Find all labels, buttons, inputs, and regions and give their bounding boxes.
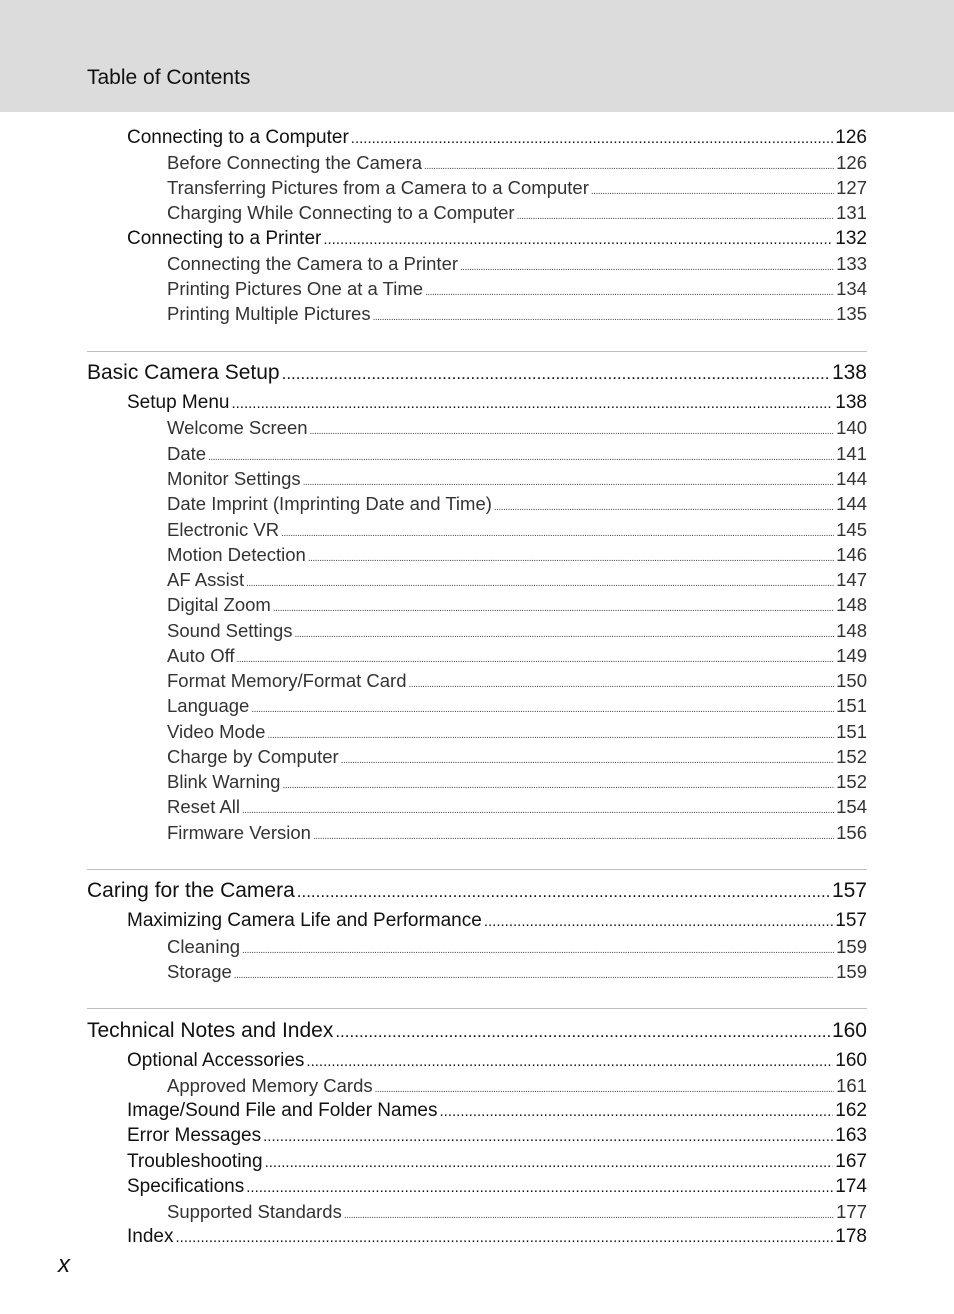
toc-entry-page: 133 [836, 253, 867, 274]
toc-entry-label: Cleaning [167, 936, 241, 957]
toc-entry-page: 126 [835, 127, 867, 148]
toc-entry-label: Basic Camera Setup [87, 361, 280, 384]
toc-entry-page: 152 [836, 771, 867, 792]
toc-entry-label: Blink Warning [167, 771, 281, 792]
toc-entry-label: Approved Memory Cards [167, 1075, 373, 1096]
toc-entry[interactable] [167, 544, 867, 566]
toc-entry[interactable] [167, 417, 867, 439]
toc-entry-page: 148 [836, 620, 867, 641]
toc-entry[interactable] [87, 1019, 867, 1043]
leader-dots [440, 1103, 834, 1120]
toc-entry[interactable] [127, 127, 867, 149]
leader-dots [335, 1022, 830, 1042]
toc-entry[interactable] [167, 721, 867, 743]
toc-entry-label: Monitor Settings [167, 468, 301, 489]
toc-entry-page: 160 [831, 1019, 867, 1042]
leader-dots [517, 211, 835, 222]
toc-entry-page: 131 [836, 202, 867, 223]
toc-entry[interactable] [127, 1151, 867, 1173]
header-title: Table of Contents [87, 66, 251, 89]
toc-entry-page: 141 [836, 443, 867, 464]
toc-entry-label: Video Mode [167, 721, 266, 742]
leader-dots [303, 477, 834, 488]
toc-entry-page: 156 [836, 822, 867, 843]
toc-entry-label: Optional Accessories [127, 1050, 305, 1071]
toc-entry[interactable] [167, 1201, 867, 1223]
leader-dots [373, 312, 835, 323]
toc-entry[interactable] [87, 361, 867, 385]
toc-entry-page: 154 [836, 796, 867, 817]
toc-entry-label: Specifications [127, 1176, 245, 1197]
toc-entry-label: Error Messages [127, 1125, 262, 1146]
leader-dots [308, 553, 834, 564]
toc-entry-page: 150 [836, 670, 867, 691]
leader-dots [265, 1154, 834, 1171]
toc-entry-label: Index [127, 1226, 174, 1247]
toc-entry-label: Before Connecting the Camera [167, 152, 423, 173]
page-number: x [58, 1251, 70, 1278]
section-divider [87, 1008, 867, 1009]
leader-dots [294, 629, 834, 640]
toc-entry-label: Maximizing Camera Life and Performance [127, 910, 482, 931]
toc-entry-page: 148 [836, 594, 867, 615]
leader-dots [424, 161, 834, 172]
leader-dots [344, 1210, 834, 1221]
toc-entry-label: Caring for the Camera [87, 879, 295, 902]
toc-entry[interactable] [167, 695, 867, 717]
toc-entry-page: 167 [835, 1151, 867, 1172]
leader-dots [494, 502, 834, 513]
toc-entry[interactable] [127, 1226, 867, 1248]
toc-entry-label: Date [167, 443, 207, 464]
toc-entry[interactable] [167, 936, 867, 958]
toc-entry-page: 145 [836, 519, 867, 540]
toc-entry[interactable] [167, 303, 867, 325]
toc-entry-label: Format Memory/Format Card [167, 670, 407, 691]
section-divider [87, 351, 867, 352]
toc-entry-page: 144 [836, 493, 867, 514]
toc-entry-page: 159 [836, 936, 867, 957]
toc-entry-label: Welcome Screen [167, 417, 308, 438]
page-header [0, 0, 954, 112]
toc-entry[interactable] [167, 961, 867, 983]
leader-dots [297, 882, 830, 902]
toc-entry-page: 159 [836, 961, 867, 982]
toc-entry-page: 126 [836, 152, 867, 173]
toc-entry[interactable] [167, 594, 867, 616]
toc-entry[interactable] [127, 1050, 867, 1072]
toc-entry[interactable] [127, 392, 867, 414]
leader-dots [409, 679, 835, 690]
toc-entry-page: 147 [836, 569, 867, 590]
toc-entry[interactable] [127, 228, 867, 250]
leader-dots [242, 945, 834, 956]
toc-entry[interactable] [167, 443, 867, 465]
toc-entry[interactable] [87, 879, 867, 903]
toc-entry[interactable] [167, 152, 867, 174]
toc-entry-label: Auto Off [167, 645, 235, 666]
toc-entry-label: Transferring Pictures from a Camera to a Computer [167, 177, 589, 198]
toc-entry[interactable] [167, 253, 867, 275]
toc-entry-page: 127 [836, 177, 867, 198]
leader-dots [263, 1128, 833, 1145]
toc-entry[interactable] [167, 569, 867, 591]
toc-entry[interactable] [167, 468, 867, 490]
toc-entry-page: 157 [835, 910, 867, 931]
toc-entry[interactable] [167, 771, 867, 793]
leader-dots [281, 528, 834, 539]
toc-entry-label: Motion Detection [167, 544, 306, 565]
toc-entry[interactable] [167, 278, 867, 300]
leader-dots [208, 452, 834, 463]
toc-entry-label: Digital Zoom [167, 594, 271, 615]
leader-dots [231, 395, 833, 412]
toc-entry-label: Storage [167, 961, 232, 982]
toc-entry[interactable] [167, 493, 867, 515]
leader-dots [273, 603, 834, 614]
toc-entry[interactable] [167, 177, 867, 199]
toc-entry-label: Supported Standards [167, 1201, 342, 1222]
toc-entry-page: 151 [836, 695, 867, 716]
leader-dots [282, 780, 834, 791]
leader-dots [306, 1053, 833, 1070]
toc-entry-page: 140 [836, 417, 867, 438]
toc-entry-page: 134 [836, 278, 867, 299]
toc-entry-label: Sound Settings [167, 620, 293, 641]
toc-entry[interactable] [167, 645, 867, 667]
toc-entry-label: Image/Sound File and Folder Names [127, 1100, 438, 1121]
leader-dots [175, 1229, 833, 1246]
toc-entry-label: Technical Notes and Index [87, 1019, 334, 1042]
toc-entry-page: 174 [835, 1176, 867, 1197]
leader-dots [425, 287, 834, 298]
leader-dots [267, 730, 834, 741]
section-divider [87, 869, 867, 870]
leader-dots [484, 913, 833, 930]
leader-dots [323, 231, 833, 248]
toc-entry-label: Charge by Computer [167, 746, 339, 767]
toc-entry-label: AF Assist [167, 569, 245, 590]
toc-entry-label: Date Imprint (Imprinting Date and Time) [167, 493, 492, 514]
toc-entry-label: Connecting to a Computer [127, 127, 349, 148]
toc-entry[interactable] [167, 822, 867, 844]
toc-entry-label: Printing Pictures One at a Time [167, 278, 424, 299]
toc-entry-page: 144 [836, 468, 867, 489]
leader-dots [591, 186, 834, 197]
toc-entry[interactable] [167, 1075, 867, 1097]
toc-entry-label: Language [167, 695, 250, 716]
leader-dots [313, 831, 834, 842]
toc-entry[interactable] [167, 670, 867, 692]
leader-dots [246, 1179, 833, 1196]
toc-entry[interactable] [127, 1125, 867, 1147]
toc-entry-label: Firmware Version [167, 822, 311, 843]
toc-entry-page: 160 [835, 1050, 867, 1071]
toc-entry-page: 163 [835, 1125, 867, 1146]
toc-entry-label: Reset All [167, 796, 241, 817]
toc-entry-page: 152 [836, 746, 867, 767]
toc-entry-page: 151 [836, 721, 867, 742]
toc-entry[interactable] [167, 620, 867, 642]
toc-entry-label: Charging While Connecting to a Computer [167, 202, 515, 223]
leader-dots [251, 704, 834, 715]
toc-entry-page: 162 [835, 1100, 867, 1121]
toc-entry[interactable] [167, 519, 867, 541]
toc-entry-page: 149 [836, 645, 867, 666]
toc-entry[interactable] [167, 746, 867, 768]
toc-entry-label: Connecting to a Printer [127, 228, 322, 249]
toc-entry-page: 157 [831, 879, 867, 902]
leader-dots [341, 755, 834, 766]
toc-entry-label: Connecting the Camera to a Printer [167, 253, 459, 274]
toc-entry[interactable] [127, 1100, 867, 1122]
toc-entry-page: 138 [831, 361, 867, 384]
toc-entry-page: 135 [836, 303, 867, 324]
leader-dots [237, 654, 835, 665]
leader-dots [234, 970, 834, 981]
toc-entry-page: 146 [836, 544, 867, 565]
toc-entry-label: Electronic VR [167, 519, 280, 540]
toc-entry-page: 177 [836, 1201, 867, 1222]
leader-dots [242, 805, 834, 816]
toc-entry[interactable] [167, 796, 867, 818]
toc-entry-page: 132 [835, 228, 867, 249]
toc-entry-page: 178 [835, 1226, 867, 1247]
toc-entry[interactable] [127, 1176, 867, 1198]
leader-dots [310, 426, 835, 437]
leader-dots [375, 1084, 834, 1095]
toc-entry[interactable] [127, 910, 867, 932]
toc-entry-page: 161 [836, 1075, 867, 1096]
leader-dots [351, 130, 834, 147]
toc-entry-page: 138 [835, 392, 867, 413]
toc-entry-label: Setup Menu [127, 392, 230, 413]
leader-dots [282, 364, 830, 384]
leader-dots [246, 578, 834, 589]
leader-dots [460, 262, 834, 273]
toc-entry-label: Troubleshooting [127, 1151, 263, 1172]
toc-entry-label: Printing Multiple Pictures [167, 303, 371, 324]
toc-entry[interactable] [167, 202, 867, 224]
